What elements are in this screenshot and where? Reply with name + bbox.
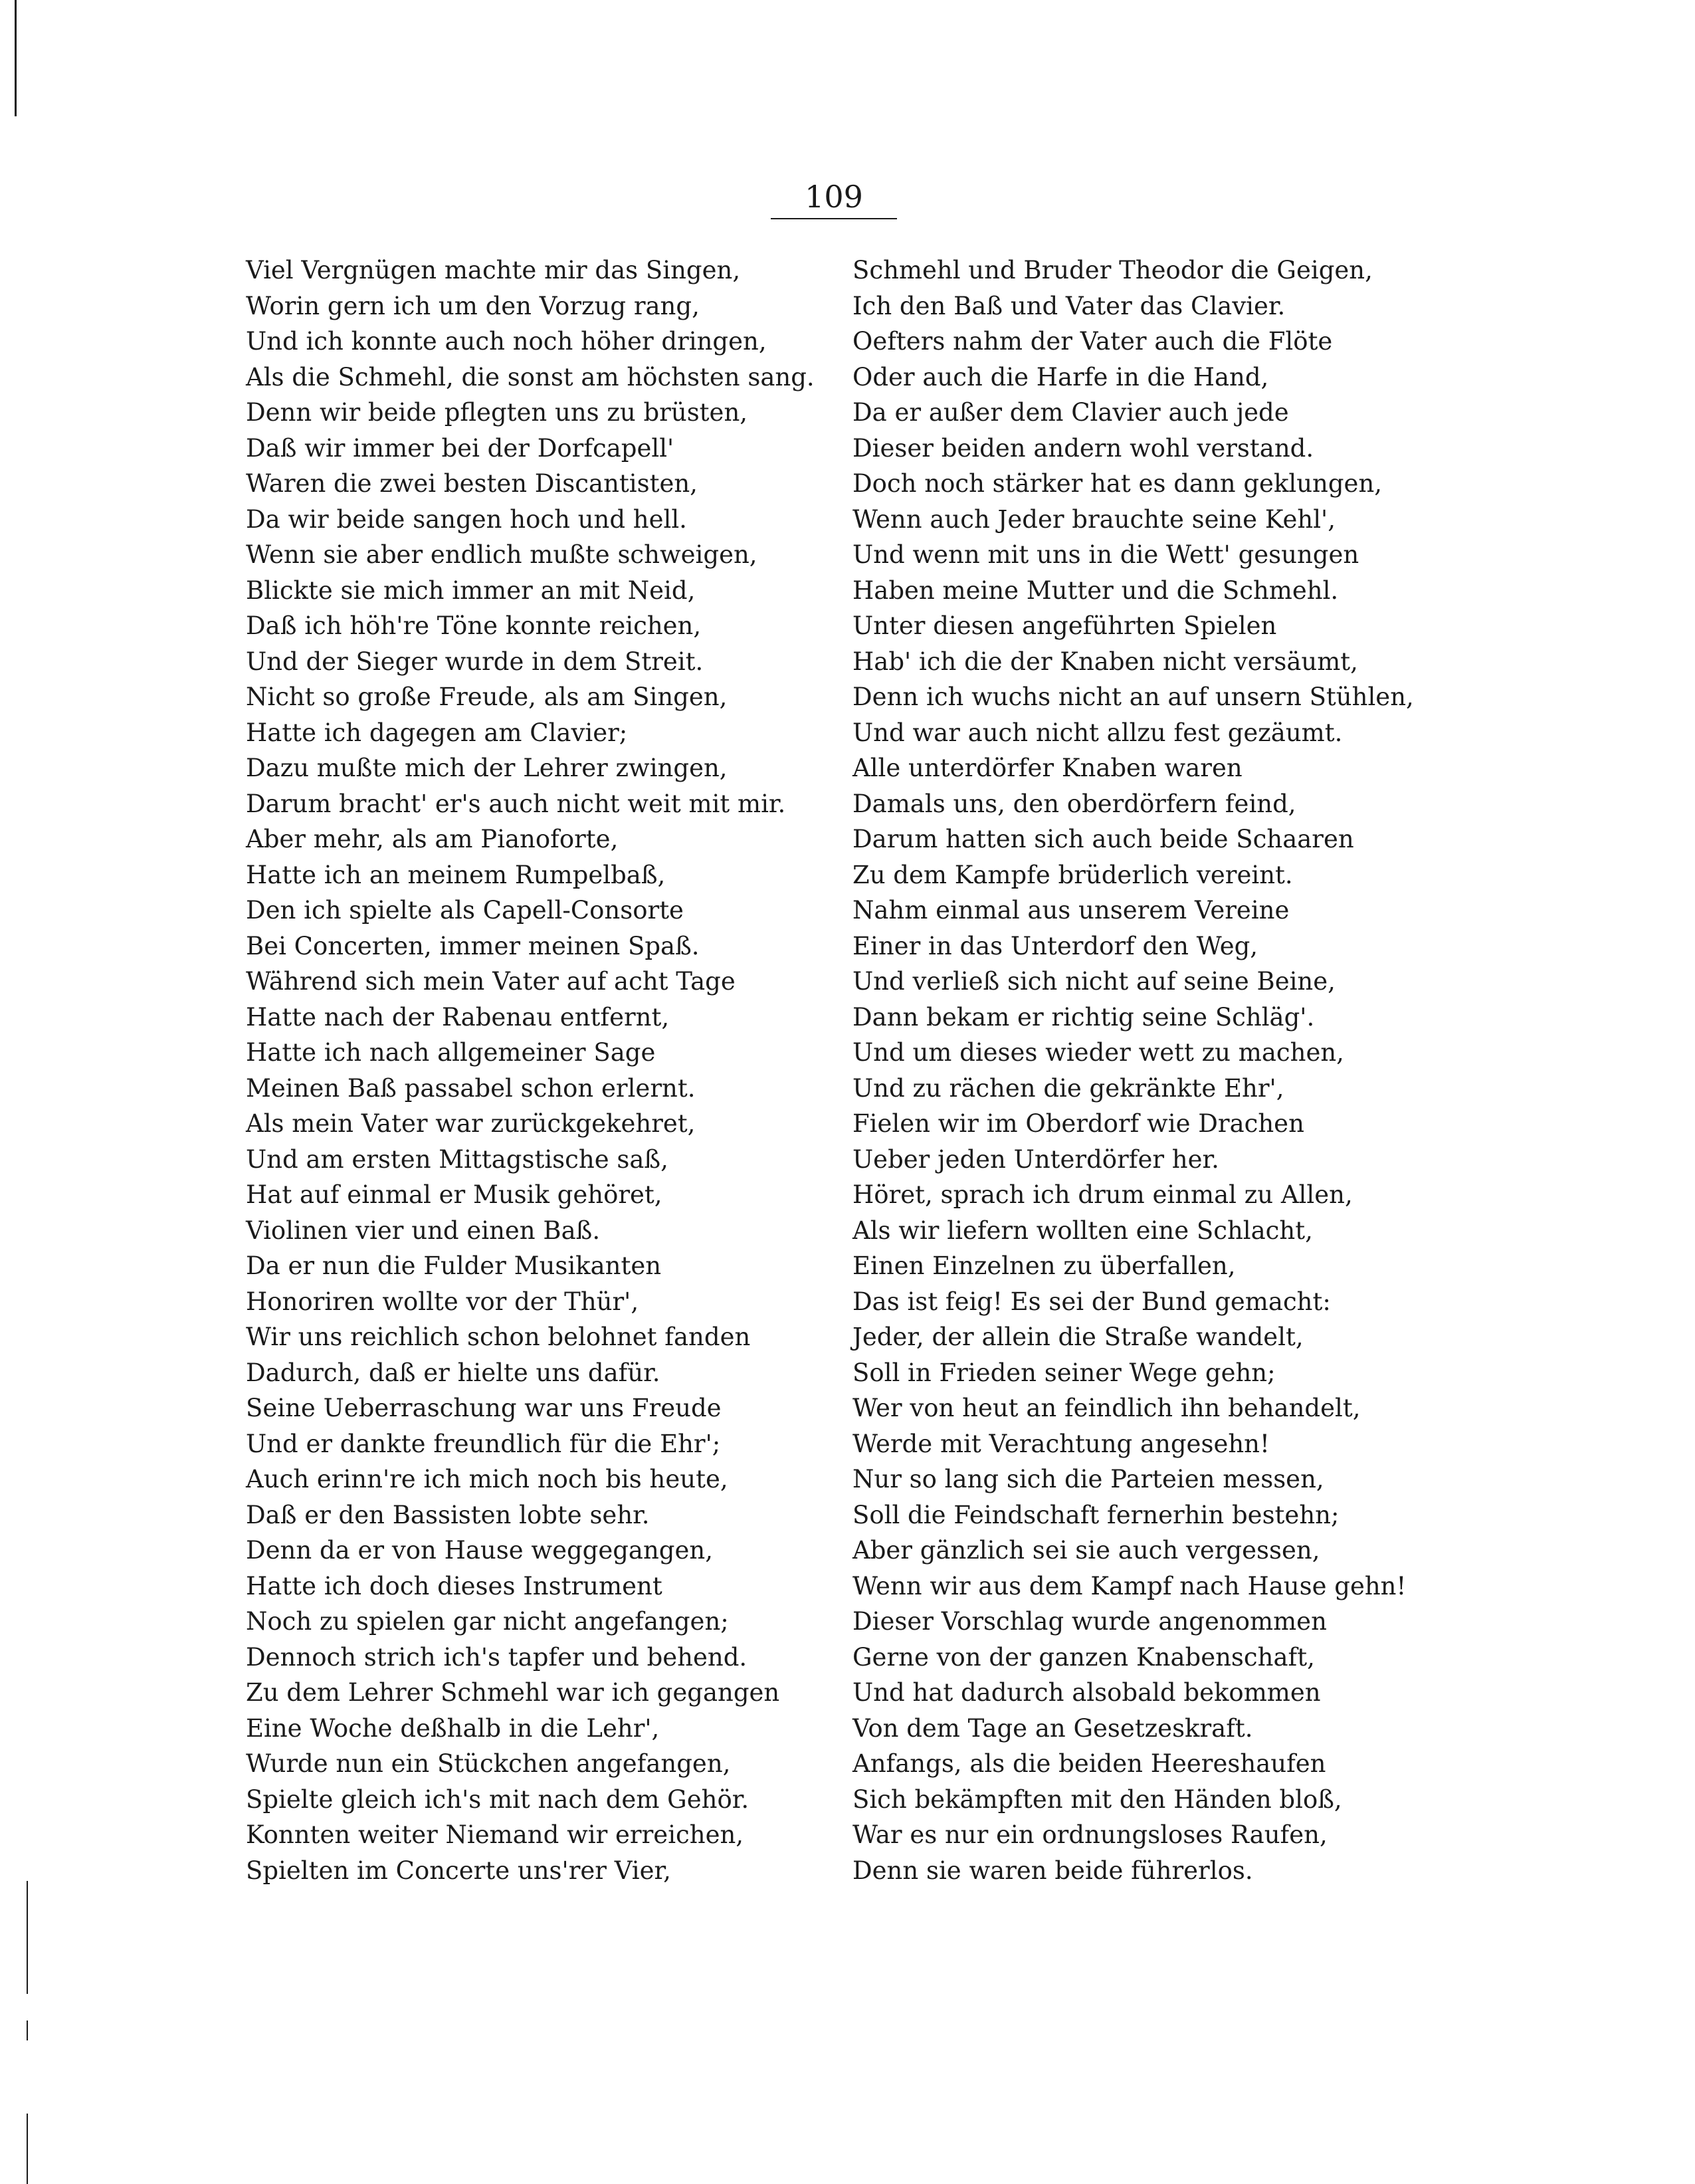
verse-line: War es nur ein ordnungsloses Raufen, bbox=[852, 1820, 1328, 1849]
verse-line: Und verließ sich nicht auf seine Beine, bbox=[852, 967, 1336, 996]
verse-line: Anfangs, als die beiden Heereshaufen bbox=[852, 1749, 1326, 1778]
verse-line: Und wenn mit uns in die Wett' gesungen bbox=[852, 540, 1359, 569]
verse-line: Bei Concerten, immer meinen Spaß. bbox=[246, 931, 700, 960]
verse-line: Zu dem Lehrer Schmehl war ich gegangen bbox=[246, 1678, 780, 1707]
verse-line: Auch erinn're ich mich noch bis heute, bbox=[246, 1465, 728, 1493]
verse-line: Höret, sprach ich drum einmal zu Allen, bbox=[852, 1180, 1353, 1209]
verse-line: Spielte gleich ich's mit nach dem Gehör. bbox=[246, 1785, 749, 1814]
verse-line: Nur so lang sich die Parteien messen, bbox=[852, 1465, 1324, 1493]
verse-line: Da er außer dem Clavier auch jede bbox=[852, 398, 1289, 427]
scan-margin-line bbox=[27, 2114, 28, 2184]
verse-line: Und um dieses wieder wett zu machen, bbox=[852, 1038, 1344, 1067]
verse-line: Als die Schmehl, die sonst am höchsten sang. bbox=[246, 362, 815, 391]
verse-line: Soll in Frieden seiner Wege gehn; bbox=[852, 1358, 1276, 1387]
verse-line: Daß er den Bassisten lobte sehr. bbox=[246, 1500, 650, 1529]
verse-line: Hatte nach der Rabenau entfernt, bbox=[246, 1002, 670, 1032]
verse-line: Und war auch nicht allzu fest gezäumt. bbox=[852, 718, 1343, 747]
verse-line: Daß wir immer bei der Dorfcapell' bbox=[246, 433, 674, 463]
verse-line: Spielten im Concerte uns'rer Vier, bbox=[246, 1856, 671, 1885]
verse-line: Das ist feig! Es sei der Bund gemacht: bbox=[852, 1287, 1331, 1316]
verse-line: Haben meine Mutter und die Schmehl. bbox=[852, 576, 1339, 605]
verse-line: Dieser beiden andern wohl verstand. bbox=[852, 433, 1314, 463]
verse-line: Gerne von der ganzen Knabenschaft, bbox=[852, 1642, 1315, 1672]
verse-line: Wir uns reichlich schon belohnet fanden bbox=[246, 1323, 751, 1351]
verse-line: Denn da er von Hause weggegangen, bbox=[246, 1536, 713, 1565]
verse-line: Waren die zwei besten Discantisten, bbox=[246, 469, 698, 498]
verse-line: Wer von heut an feindlich ihn behandelt, bbox=[852, 1394, 1361, 1422]
verse-line: Wenn auch Jeder brauchte seine Kehl', bbox=[852, 504, 1336, 534]
verse-line: Ueber jeden Unterdörfer her. bbox=[852, 1145, 1219, 1174]
scan-margin-line bbox=[27, 2020, 28, 2040]
verse-line: Hatte ich nach allgemeiner Sage bbox=[246, 1038, 656, 1067]
verse-line: Dadurch, daß er hielte uns dafür. bbox=[246, 1358, 660, 1387]
verse-line: Soll die Feindschaft fernerhin bestehn; bbox=[852, 1500, 1340, 1529]
verse-line: Da er nun die Fulder Musikanten bbox=[246, 1252, 662, 1280]
verse-line: Während sich mein Vater auf acht Tage bbox=[246, 967, 736, 996]
verse-line: Noch zu spielen gar nicht angefangen; bbox=[246, 1607, 729, 1636]
verse-line: Einer in das Unterdorf den Weg, bbox=[852, 931, 1258, 960]
verse-line: Doch noch stärker hat es dann geklungen, bbox=[852, 469, 1383, 498]
verse-line: Einen Einzelnen zu überfallen, bbox=[852, 1252, 1236, 1280]
verse-line: Hat auf einmal er Musik gehöret, bbox=[246, 1180, 662, 1209]
verse-line: Jeder, der allein die Straße wandelt, bbox=[852, 1323, 1304, 1351]
verse-line: Worin gern ich um den Vorzug rang, bbox=[246, 291, 700, 320]
verse-line: Und der Sieger wurde in dem Streit. bbox=[246, 647, 704, 676]
verse-line: Hatte ich doch dieses Instrument bbox=[246, 1571, 662, 1600]
verse-line: Honoriren wollte vor der Thür', bbox=[246, 1287, 639, 1316]
verse-line: Wenn sie aber endlich mußte schweigen, bbox=[246, 540, 757, 569]
verse-line: Dazu mußte mich der Lehrer zwingen, bbox=[246, 754, 728, 782]
verse-line: Nicht so große Freude, als am Singen, bbox=[246, 683, 728, 711]
verse-line: Werde mit Verachtung angesehn! bbox=[852, 1429, 1270, 1458]
verse-line: Oder auch die Harfe in die Hand, bbox=[852, 362, 1269, 391]
verse-line: Zu dem Kampfe brüderlich vereint. bbox=[852, 860, 1293, 889]
verse-line: Oefters nahm der Vater auch die Flöte bbox=[852, 327, 1333, 356]
verse-line: Alle unterdörfer Knaben waren bbox=[852, 754, 1243, 782]
verse-line: Viel Vergnügen machte mir das Singen, bbox=[246, 256, 741, 284]
verse-line: Sich bekämpften mit den Händen bloß, bbox=[852, 1785, 1342, 1814]
verse-line: Dennoch strich ich's tapfer und behend. bbox=[246, 1642, 748, 1672]
verse-line: Darum bracht' er's auch nicht weit mit mir. bbox=[246, 789, 786, 818]
verse-line: Violinen vier und einen Baß. bbox=[246, 1216, 601, 1245]
verse-line: Aber mehr, als am Pianoforte, bbox=[246, 825, 619, 853]
verse-line: Denn wir beide pflegten uns zu brüsten, bbox=[246, 398, 748, 427]
verse-line: Konnten weiter Niemand wir erreichen, bbox=[246, 1820, 744, 1849]
verse-line: Aber gänzlich sei sie auch vergessen, bbox=[852, 1536, 1320, 1565]
verse-line: Da wir beide sangen hoch und hell. bbox=[246, 504, 687, 534]
verse-line: Eine Woche deßhalb in die Lehr', bbox=[246, 1713, 660, 1743]
verse-line: Fielen wir im Oberdorf wie Drachen bbox=[852, 1109, 1304, 1138]
verse-line: Und er dankte freundlich für die Ehr'; bbox=[246, 1429, 721, 1458]
verse-line: Von dem Tage an Gesetzeskraft. bbox=[852, 1713, 1253, 1743]
verse-line: Wurde nun ein Stückchen angefangen, bbox=[246, 1749, 731, 1778]
verse-line: Hab' ich die der Knaben nicht versäumt, bbox=[852, 647, 1358, 676]
verse-line: Meinen Baß passabel schon erlernt. bbox=[246, 1073, 696, 1103]
verse-line: Nahm einmal aus unserem Vereine bbox=[852, 896, 1290, 925]
verse-line: Denn ich wuchs nicht an auf unsern Stühlen, bbox=[852, 683, 1414, 711]
verse-line: Seine Ueberraschung war uns Freude bbox=[246, 1394, 722, 1422]
verse-line: Daß ich höh're Töne konnte reichen, bbox=[246, 611, 702, 640]
verse-line: Hatte ich dagegen am Clavier; bbox=[246, 718, 628, 747]
verse-line: Als mein Vater war zurückgekehret, bbox=[246, 1109, 696, 1138]
left-column bbox=[246, 253, 824, 1888]
verse-line: Schmehl und Bruder Theodor die Geigen, bbox=[852, 256, 1373, 284]
verse-line: Und am ersten Mittagstische saß, bbox=[246, 1145, 668, 1174]
page-number: 109 bbox=[805, 179, 863, 215]
verse-line: Den ich spielte als Capell-Consorte bbox=[246, 896, 684, 925]
verse-line: Blickte sie mich immer an mit Neid, bbox=[246, 576, 696, 605]
verse-line: Hatte ich an meinem Rumpelbaß, bbox=[246, 860, 666, 889]
page-number-rule bbox=[771, 218, 897, 219]
verse-line: Denn sie waren beide führerlos. bbox=[852, 1856, 1253, 1885]
verse-line: Und zu rächen die gekränkte Ehr', bbox=[852, 1073, 1284, 1103]
verse-line: Ich den Baß und Vater das Clavier. bbox=[852, 291, 1286, 320]
verse-line: Dieser Vorschlag wurde angenommen bbox=[852, 1607, 1327, 1636]
verse-line: Dann bekam er richtig seine Schläg'. bbox=[852, 1002, 1315, 1032]
verse-line: Und ich konnte auch noch höher dringen, bbox=[246, 327, 767, 356]
verse-line: Als wir liefern wollten eine Schlacht, bbox=[852, 1216, 1313, 1245]
right-column bbox=[852, 253, 1450, 1888]
scan-margin-line bbox=[27, 1881, 28, 1994]
verse-line: Wenn wir aus dem Kampf nach Hause gehn! bbox=[852, 1571, 1407, 1600]
verse-line: Unter diesen angeführten Spielen bbox=[852, 611, 1277, 640]
verse-line: Damals uns, den oberdörfern feind, bbox=[852, 789, 1296, 818]
scan-margin-line bbox=[15, 0, 17, 116]
verse-line: Und hat dadurch alsobald bekommen bbox=[852, 1678, 1321, 1707]
verse-line: Darum hatten sich auch beide Schaaren bbox=[852, 825, 1354, 853]
